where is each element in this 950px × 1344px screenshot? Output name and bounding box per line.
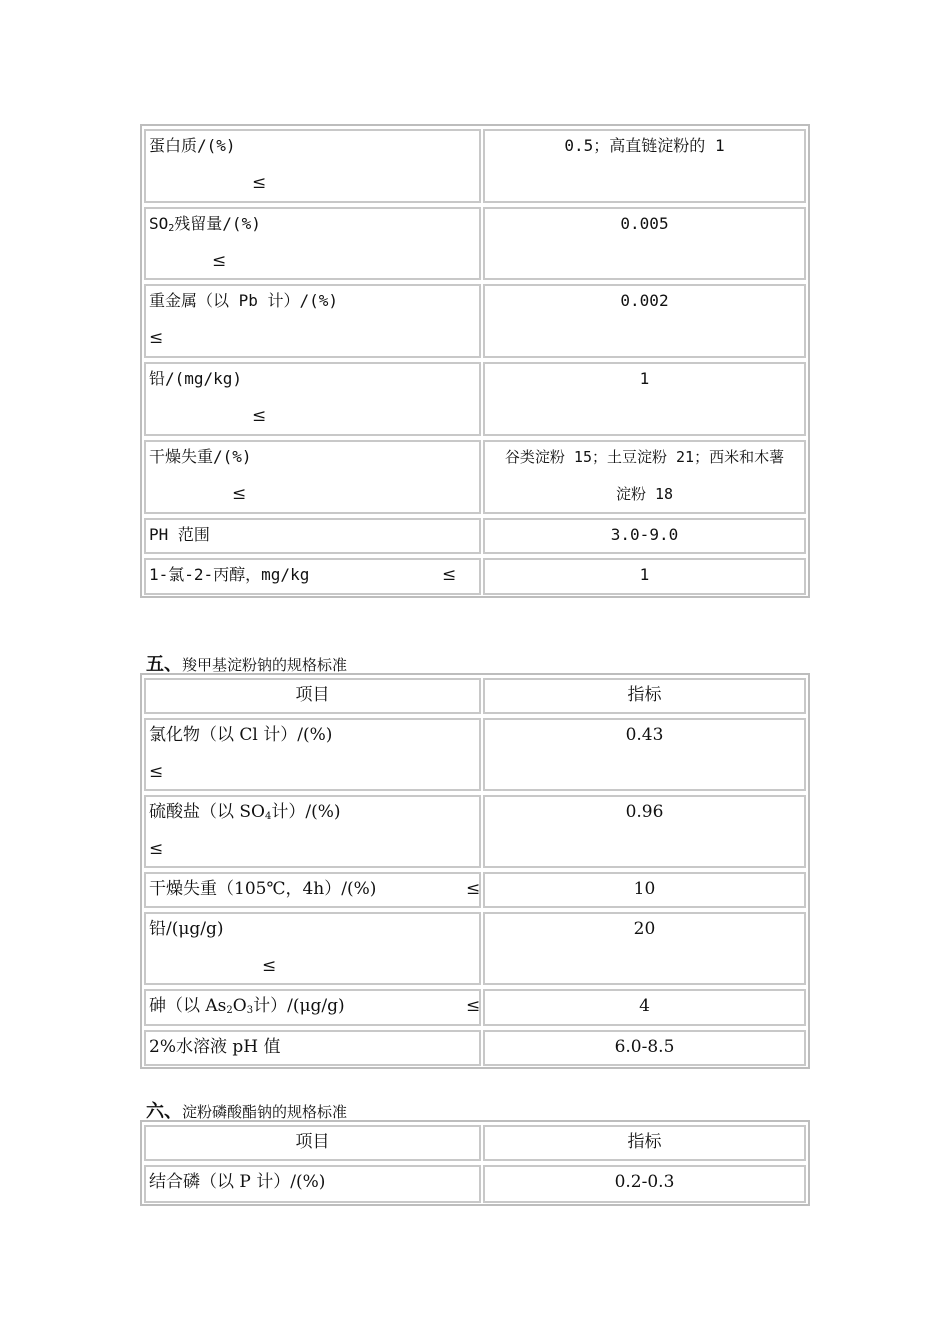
- table-row: [142, 281, 808, 359]
- value-text: 1: [639, 565, 650, 584]
- item-cell: [144, 718, 481, 791]
- item-cell: [144, 207, 481, 280]
- table-row: [142, 715, 808, 792]
- table-row: [142, 869, 808, 909]
- column-header-value: 指标: [627, 1132, 662, 1152]
- le-sign: ≤: [466, 879, 481, 899]
- value-cell: [483, 129, 806, 203]
- header-cell: [144, 678, 481, 714]
- item-label: $SO_2$残留量/(%): [149, 214, 261, 234]
- value-cell: [483, 872, 806, 908]
- value-text: 0.96: [625, 802, 664, 822]
- item-cell: [144, 440, 481, 514]
- section-number: 五、: [146, 654, 182, 675]
- table-cms-specs: [140, 673, 810, 1069]
- value-cell: [483, 362, 806, 436]
- table-row: [142, 986, 808, 1027]
- value-cell: [483, 1030, 806, 1066]
- item-label: 干燥失重（105℃，4h）/(%): [149, 879, 377, 899]
- section-title: 羧甲基淀粉钠的规格标准: [182, 656, 348, 674]
- le-sign: ≤: [262, 956, 277, 976]
- value-text: 淀粉 18: [615, 485, 674, 503]
- value-text: 20: [633, 919, 656, 939]
- item-cell: [144, 362, 481, 436]
- item-cell: [144, 912, 481, 985]
- value-text: 4: [639, 996, 650, 1016]
- item-label: 结合磷（以 P 计）/(%): [149, 1172, 326, 1192]
- value-cell: [483, 989, 806, 1026]
- le-sign: ≤: [149, 328, 164, 348]
- item-cell: [144, 558, 481, 595]
- table-row: [142, 909, 808, 986]
- item-cell: [144, 129, 481, 203]
- le-sign: ≤: [149, 839, 164, 859]
- table-row: [142, 515, 808, 555]
- item-cell: [144, 872, 481, 908]
- value-cell: [483, 912, 806, 985]
- value-cell: [483, 440, 806, 514]
- value-cell: [483, 518, 806, 554]
- le-sign: ≤: [466, 996, 481, 1016]
- value-cell: [483, 558, 806, 595]
- le-sign: ≤: [442, 565, 457, 585]
- value-text: 0.5；高直链淀粉的 1: [564, 136, 725, 155]
- item-label: 铅/(μg/g): [149, 919, 224, 939]
- table-header-row: [142, 675, 808, 715]
- item-label: 氯化物（以 Cl 计）/(%): [149, 725, 333, 745]
- table-row: [142, 555, 808, 596]
- value-cell: [483, 795, 806, 868]
- value-text: 谷类淀粉 15；土豆淀粉 21；西米和木薯: [504, 448, 785, 466]
- item-label: 2%水溶液 pH 值: [149, 1037, 281, 1057]
- table-row: [142, 204, 808, 281]
- item-cell: [144, 989, 481, 1026]
- le-sign: ≤: [232, 484, 247, 504]
- item-label: 砷（以 $As_2O_3$计）/(μg/g): [149, 996, 345, 1016]
- section-number: 六、: [146, 1101, 182, 1122]
- value-cell: [483, 207, 806, 280]
- item-cell: [144, 518, 481, 554]
- item-cell: [144, 1165, 481, 1203]
- le-sign: ≤: [252, 173, 267, 193]
- value-text: 0.43: [625, 725, 664, 745]
- le-sign: ≤: [252, 406, 267, 426]
- table-row: [142, 359, 808, 437]
- value-text: 3.0-9.0: [610, 525, 679, 544]
- item-label: 干燥失重/(%): [149, 447, 252, 466]
- item-label: 蛋白质/(%): [149, 136, 236, 155]
- item-label: 铅/(mg/kg): [149, 369, 243, 388]
- header-cell: [483, 678, 806, 714]
- column-header-item: 项目: [295, 685, 330, 705]
- header-cell: [483, 1125, 806, 1161]
- table-starch-specs: [140, 124, 810, 598]
- table-row: [142, 1162, 808, 1204]
- item-cell: [144, 284, 481, 358]
- le-sign: ≤: [149, 762, 164, 782]
- table-row: [142, 126, 808, 204]
- table-row: [142, 1027, 808, 1067]
- table-row: [142, 437, 808, 515]
- table-row: [142, 792, 808, 869]
- column-header-item: 项目: [295, 1132, 330, 1152]
- item-label: 1-氯-2-丙醇，mg/kg: [149, 565, 310, 584]
- value-text: 0.002: [620, 291, 669, 310]
- item-label: 重金属（以 Pb 计）/(%): [149, 291, 339, 310]
- section-title: 淀粉磷酸酯钠的规格标准: [182, 1103, 348, 1121]
- value-cell: [483, 718, 806, 791]
- value-text: 10: [633, 879, 656, 899]
- item-label: 硫酸盐（以 $SO_4$计）/(%): [149, 802, 341, 822]
- item-label: PH 范围: [149, 525, 210, 544]
- table-header-row: [142, 1122, 808, 1162]
- column-header-value: 指标: [627, 685, 662, 705]
- value-cell: [483, 1165, 806, 1203]
- le-sign: ≤: [212, 251, 227, 271]
- value-text: 0.005: [620, 214, 669, 233]
- table-phosphate-specs: [140, 1120, 810, 1206]
- item-cell: [144, 795, 481, 868]
- item-cell: [144, 1030, 481, 1066]
- header-cell: [144, 1125, 481, 1161]
- value-cell: [483, 284, 806, 358]
- value-text: 1: [639, 369, 650, 388]
- value-text: 0.2-0.3: [614, 1172, 675, 1192]
- value-text: 6.0-8.5: [614, 1037, 675, 1057]
